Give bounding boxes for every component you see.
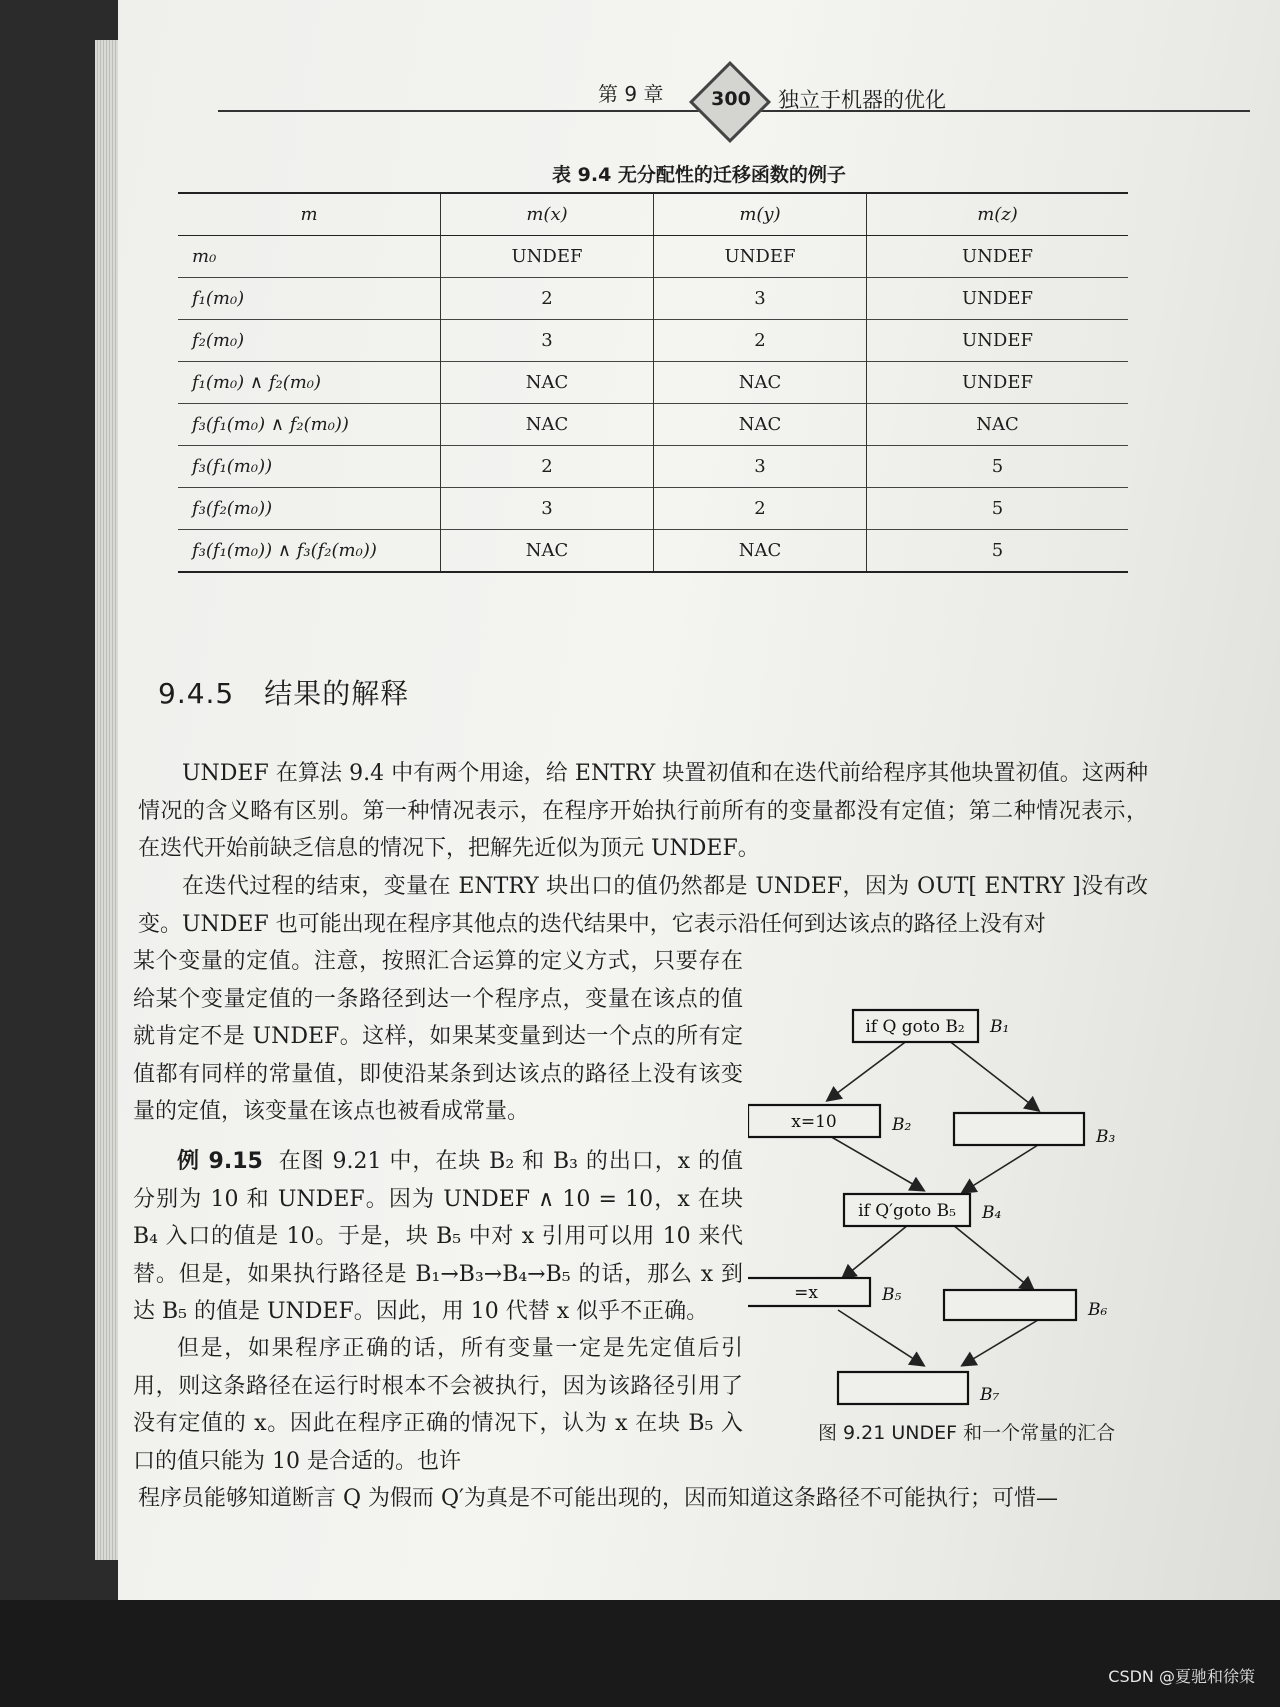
block-name: B₃	[1096, 1127, 1116, 1147]
table-cell: 3	[654, 278, 867, 320]
block-name: B₇	[980, 1385, 1000, 1405]
example-text: 在图 9.21 中，在块 B₂ 和 B₃ 的出口，x 的值分别为 10 和 UNDEF。因为 UNDEF ∧ 10 = 10，x 在块 B₄ 入口的值是 10。于是，块 B₅ 中对 x 引用可以用 10 来代替。但是，如果执行路径是 B₁→B₃→B₄→B₅ 的话，那么 x 到达 B₅ 的值是 UNDEF。因此，用 10 代替 x 似乎不正确。	[133, 1149, 743, 1324]
table-cell: 3	[441, 320, 654, 362]
edge-b4-b5	[843, 1225, 908, 1278]
table-cell: UNDEF	[867, 320, 1129, 362]
header-chapter-title: 独立于机器的优化	[778, 88, 946, 112]
page-number: 300	[711, 88, 751, 110]
edge-b6-b7	[963, 1320, 1038, 1365]
table-cell: NAC	[654, 530, 867, 573]
block-name: B₂	[892, 1115, 912, 1135]
table-cell: f₃(f₂(m₀))	[178, 488, 441, 530]
book-page	[118, 0, 1280, 1600]
flow-graph-figure	[748, 1000, 1148, 1410]
table-cell: f₃(f₁(m₀)) ∧ f₃(f₂(m₀))	[178, 530, 441, 573]
table-cell: 3	[441, 488, 654, 530]
table-cell: NAC	[654, 404, 867, 446]
table-row	[178, 362, 1128, 404]
table-cell: f₁(m₀) ∧ f₂(m₀)	[178, 362, 441, 404]
column-header: m(x)	[441, 193, 654, 236]
section-number: 9.4.5	[158, 677, 235, 710]
figure-caption: 图 9.21 UNDEF 和一个常量的汇合	[818, 1422, 1116, 1444]
table-row	[178, 446, 1128, 488]
block-b6	[944, 1290, 1076, 1320]
column-header: m(z)	[867, 193, 1129, 236]
table-cell: 3	[654, 446, 867, 488]
section-heading	[158, 672, 409, 712]
block-label: =x	[794, 1283, 818, 1303]
table-cell: UNDEF	[654, 236, 867, 278]
table-caption: 表 9.4 无分配性的迁移函数的例子	[552, 164, 846, 186]
table-cell: UNDEF	[441, 236, 654, 278]
table-row	[178, 404, 1128, 446]
block-name: B₆	[1088, 1300, 1108, 1320]
table-row	[178, 488, 1128, 530]
paragraph-correct-program: 但是，如果程序正确的话，所有变量一定是先定值后引用，则这条路径在运行时根本不会被执行，因为该路径引用了没有定值的 x。因此在程序正确的情况下，认为 x 在块 B₅ 入口的值只能为 10 是合适的。也许	[133, 1336, 743, 1474]
table-cell: NAC	[441, 530, 654, 573]
table-cell: UNDEF	[867, 236, 1129, 278]
table-header-row	[178, 193, 1128, 236]
table-cell: 2	[441, 278, 654, 320]
table-cell: NAC	[654, 362, 867, 404]
block-b3	[954, 1113, 1084, 1145]
table-cell: 2	[654, 488, 867, 530]
table-cell: NAC	[441, 362, 654, 404]
table-cell: NAC	[867, 404, 1129, 446]
watermark: CSDN @夏驰和徐策	[1108, 1667, 1255, 1686]
table-cell: 5	[867, 530, 1129, 573]
table-cell: f₁(m₀)	[178, 278, 441, 320]
table-cell: UNDEF	[867, 362, 1129, 404]
table-cell: f₃(f₁(m₀) ∧ f₂(m₀))	[178, 404, 441, 446]
table-cell: 2	[441, 446, 654, 488]
block-label: if Q goto B₂	[865, 1017, 965, 1037]
table-cell: f₃(f₁(m₀))	[178, 446, 441, 488]
edge-b1-b2	[828, 1040, 908, 1100]
table-cell: f₂(m₀)	[178, 320, 441, 362]
table-cell: NAC	[441, 404, 654, 446]
table-row	[178, 530, 1128, 573]
paragraph-undef-meaning: 某个变量的定值。注意，按照汇合运算的定义方式，只要存在给某个变量定值的一条路径到达一个程序点，变量在该点的值就肯定不是 UNDEF。这样，如果某变量到达一个点的所有定值都有同样的常量值，即使沿某条到达该点的路径上没有该变量的定值，该变量在该点也被看成常量。	[133, 949, 743, 1124]
table-cell: m₀	[178, 236, 441, 278]
column-header: m	[178, 193, 441, 236]
section-title: 结果的解释	[264, 677, 410, 710]
table-row	[178, 320, 1128, 362]
block-name: B₄	[982, 1203, 1002, 1223]
paragraph-programmer-assertion: 程序员能够知道断言 Q 为假而 Q′为真是不可能出现的，因而知道这条路径不可能执行；可惜—	[138, 1486, 1059, 1511]
block-label: x=10	[791, 1112, 837, 1132]
paragraph-undef-uses: UNDEF 在算法 9.4 中有两个用途，给 ENTRY 块置初值和在迭代前给程序其他块置初值。这两种情况的含义略有区别。第一种情况表示，在程序开始执行前所有的变量都没有定值；第二种情况表示，在迭代开始前缺乏信息的情况下，把解先近似为顶元 UNDEF。	[138, 761, 1148, 861]
edge-b4-b6	[953, 1225, 1033, 1290]
example-label: 例 9.15	[177, 1149, 263, 1174]
block-label: if Q′goto B₅	[858, 1201, 956, 1221]
table-row	[178, 278, 1128, 320]
column-header: m(y)	[654, 193, 867, 236]
flow-graph-svg	[748, 1000, 1148, 1410]
block-name: B₁	[990, 1017, 1010, 1037]
table-cell: 5	[867, 446, 1129, 488]
paragraph-iteration-end: 在迭代过程的结束，变量在 ENTRY 块出口的值仍然都是 UNDEF，因为 OUT[ ENTRY ]没有改变。UNDEF 也可能出现在程序其他点的迭代结果中，它表示沿任何到达该点的路径上没有对	[138, 874, 1148, 937]
edge-b5-b7	[838, 1310, 923, 1365]
header-chapter: 第 9 章	[598, 82, 664, 106]
edge-b3-b4	[963, 1145, 1038, 1192]
edge-b1-b3	[948, 1040, 1038, 1110]
table-cell: UNDEF	[867, 278, 1129, 320]
table-cell: 5	[867, 488, 1129, 530]
block-b7	[838, 1372, 968, 1404]
block-name: B₅	[882, 1285, 902, 1305]
table-cell: 2	[654, 320, 867, 362]
edge-b2-b4	[828, 1135, 923, 1190]
transfer-function-table	[178, 192, 1128, 573]
background-shadow	[0, 1600, 1280, 1707]
paragraph-example	[133, 1143, 743, 1331]
table-row	[178, 236, 1128, 278]
